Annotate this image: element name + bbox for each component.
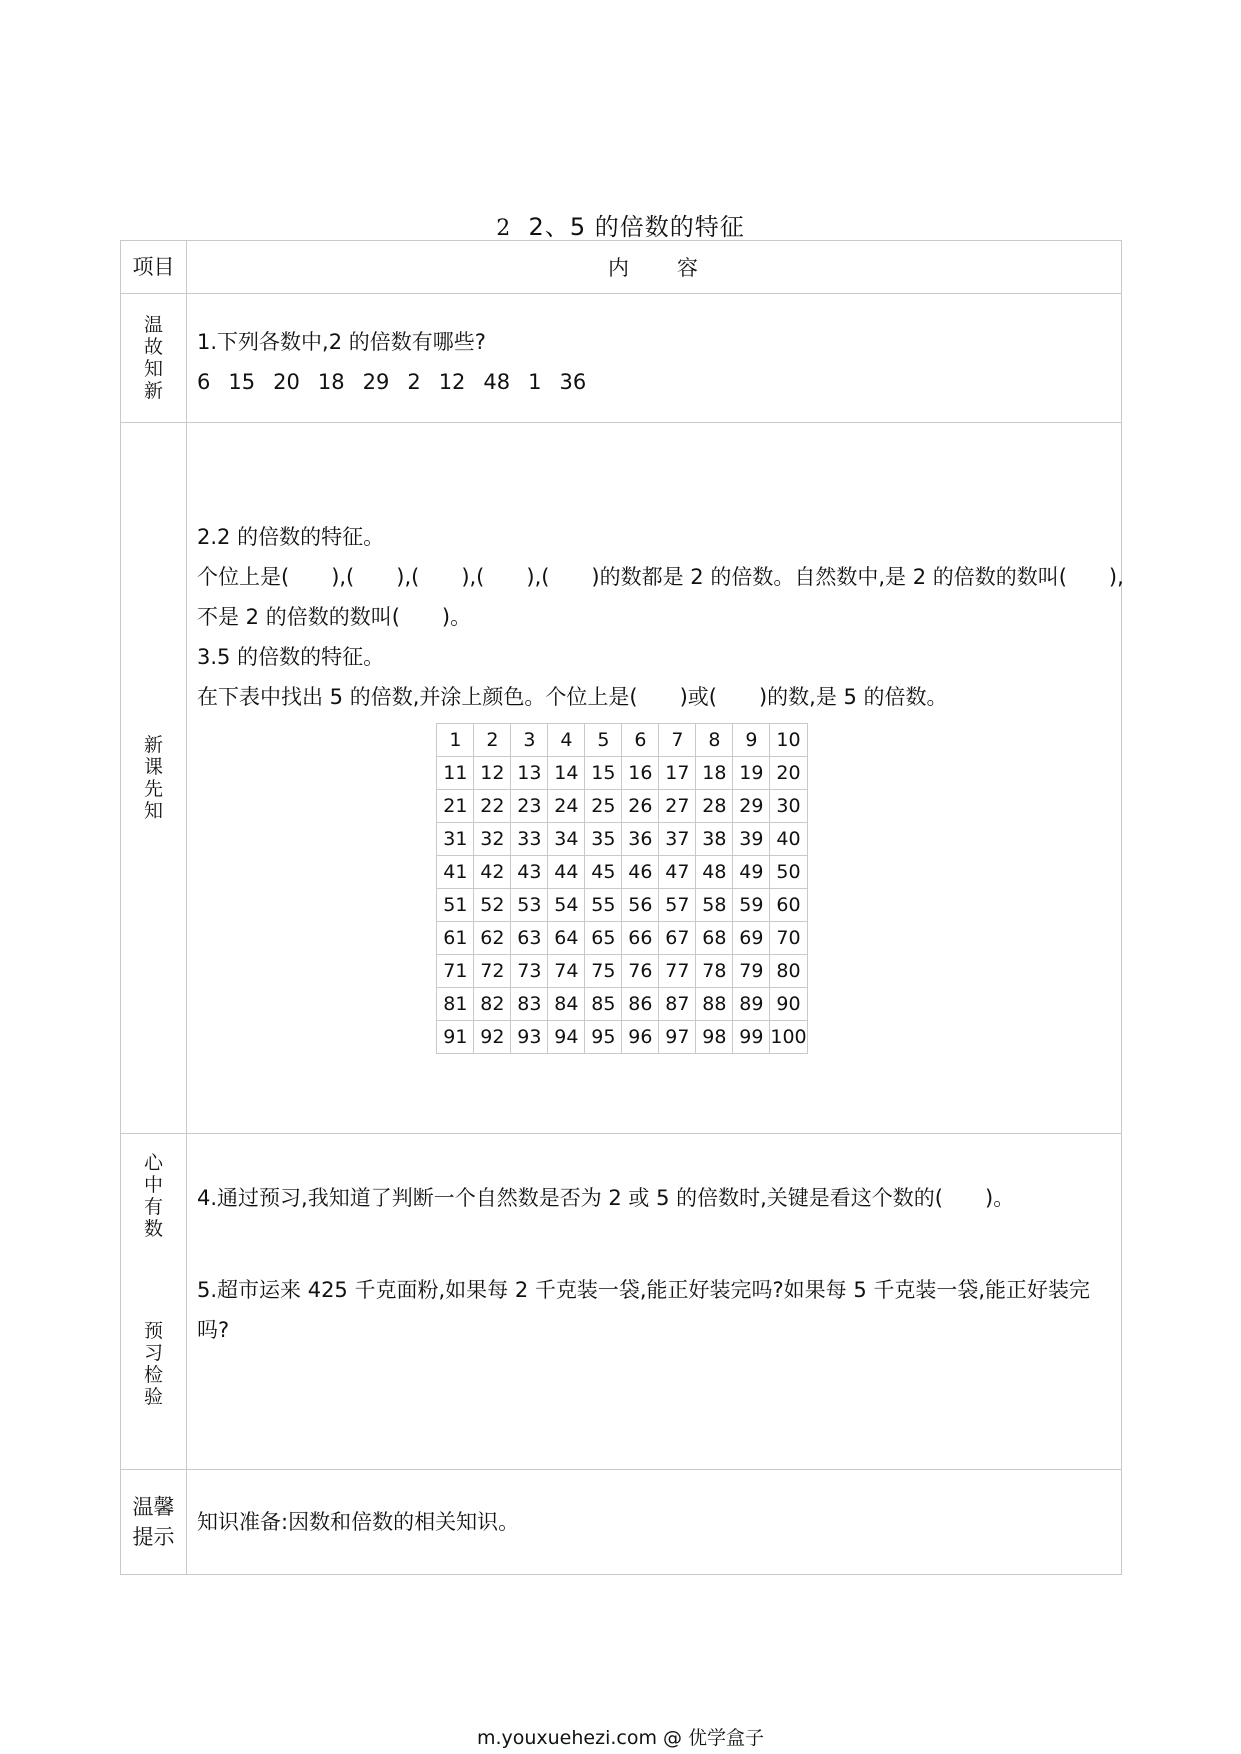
q3-line: 在下表中找出 5 的倍数,并涂上颜色。个位上是( )或( )的数,是 5 的倍数。	[197, 685, 948, 709]
grid-cell[interactable]: 51	[437, 889, 474, 922]
tips-text: 知识准备:因数和倍数的相关知识。	[197, 1510, 520, 1534]
grid-cell[interactable]: 21	[437, 790, 474, 823]
grid-row	[437, 922, 807, 955]
grid-cell[interactable]: 41	[437, 856, 474, 889]
grid-cell[interactable]: 68	[696, 922, 733, 955]
grid-cell[interactable]: 33	[511, 823, 548, 856]
grid-cell[interactable]: 82	[474, 988, 511, 1021]
grid-cell[interactable]: 93	[511, 1021, 548, 1054]
mind-check-content	[187, 1134, 1122, 1470]
grid-row	[437, 856, 807, 889]
review-number: 18	[317, 370, 345, 394]
grid-cell[interactable]: 3	[511, 724, 548, 757]
header-row	[121, 241, 1122, 294]
grid-cell[interactable]: 66	[622, 922, 659, 955]
new-lesson-label: 新课先知	[143, 734, 163, 822]
mind-check-label-cell	[121, 1134, 187, 1470]
grid-cell[interactable]: 24	[548, 790, 585, 823]
grid-cell[interactable]: 46	[622, 856, 659, 889]
grid-cell[interactable]: 13	[511, 757, 548, 790]
grid-cell[interactable]: 79	[733, 955, 770, 988]
grid-cell[interactable]: 15	[585, 757, 622, 790]
grid-cell[interactable]: 18	[696, 757, 733, 790]
grid-cell[interactable]: 85	[585, 988, 622, 1021]
grid-cell[interactable]: 38	[696, 823, 733, 856]
grid-cell[interactable]: 1	[437, 724, 474, 757]
q2-line1: 个位上是( ),( ),( ),( ),( )的数都是 2 的倍数。自然数中,是 2 的倍数的数叫( ),	[197, 565, 1124, 589]
mind-question: 4.通过预习,我知道了判断一个自然数是否为 2 或 5 的倍数时,关键是看这个数的( )。	[197, 1186, 1015, 1210]
grid-cell[interactable]: 29	[733, 790, 770, 823]
grid-row	[437, 988, 807, 1021]
mind-label: 心中有数	[143, 1152, 163, 1240]
grid-cell[interactable]: 63	[511, 922, 548, 955]
grid-cell[interactable]: 25	[585, 790, 622, 823]
q2-line2: 不是 2 的倍数的数叫( )。	[197, 605, 472, 629]
grid-cell[interactable]: 37	[659, 823, 696, 856]
grid-cell[interactable]: 44	[548, 856, 585, 889]
grid-cell[interactable]: 59	[733, 889, 770, 922]
review-number: 12	[438, 370, 466, 394]
grid-cell[interactable]: 56	[622, 889, 659, 922]
grid-cell[interactable]: 80	[770, 955, 807, 988]
grid-cell[interactable]: 5	[585, 724, 622, 757]
new-lesson-content	[187, 423, 1122, 1134]
review-number: 48	[483, 370, 511, 394]
grid-cell[interactable]: 19	[733, 757, 770, 790]
grid-cell[interactable]: 78	[696, 955, 733, 988]
review-number: 29	[362, 370, 390, 394]
grid-cell[interactable]: 57	[659, 889, 696, 922]
grid-row	[437, 724, 807, 757]
grid-cell[interactable]: 7	[659, 724, 696, 757]
header-col-item: 项目	[121, 241, 187, 294]
review-number: 6	[197, 370, 211, 394]
grid-row	[437, 955, 807, 988]
grid-cell[interactable]: 67	[659, 922, 696, 955]
grid-cell[interactable]: 43	[511, 856, 548, 889]
review-question: 1.下列各数中,2 的倍数有哪些?	[197, 330, 486, 354]
grid-row	[437, 1021, 807, 1054]
grid-cell[interactable]: 100	[770, 1021, 807, 1054]
grid-cell[interactable]: 64	[548, 922, 585, 955]
grid-cell[interactable]: 17	[659, 757, 696, 790]
grid-row	[437, 790, 807, 823]
grid-cell[interactable]: 4	[548, 724, 585, 757]
grid-cell[interactable]: 52	[474, 889, 511, 922]
title-number: 2	[496, 216, 512, 241]
check-label: 预习检验	[143, 1320, 163, 1408]
grid-cell[interactable]: 86	[622, 988, 659, 1021]
grid-cell[interactable]: 2	[474, 724, 511, 757]
grid-cell[interactable]: 95	[585, 1021, 622, 1054]
grid-cell[interactable]: 26	[622, 790, 659, 823]
grid-cell[interactable]: 54	[548, 889, 585, 922]
grid-cell[interactable]: 9	[733, 724, 770, 757]
grid-cell[interactable]: 90	[770, 988, 807, 1021]
new-lesson-row	[121, 423, 1122, 1134]
grid-cell[interactable]: 72	[474, 955, 511, 988]
grid-cell[interactable]: 45	[585, 856, 622, 889]
grid-cell[interactable]: 69	[733, 922, 770, 955]
hundred-grid	[436, 723, 807, 1054]
grid-cell[interactable]: 87	[659, 988, 696, 1021]
review-number: 1	[528, 370, 542, 394]
title-text: 2、5 的倍数的特征	[528, 213, 745, 241]
grid-cell[interactable]: 50	[770, 856, 807, 889]
header-col-content: 内 容	[187, 241, 1122, 294]
grid-cell[interactable]: 71	[437, 955, 474, 988]
grid-cell[interactable]: 61	[437, 922, 474, 955]
grid-cell[interactable]: 53	[511, 889, 548, 922]
grid-cell[interactable]: 77	[659, 955, 696, 988]
grid-cell[interactable]: 99	[733, 1021, 770, 1054]
grid-cell[interactable]: 31	[437, 823, 474, 856]
tips-content	[187, 1470, 1122, 1575]
tips-label: 温馨提示	[132, 1495, 175, 1549]
review-number: 2	[407, 370, 421, 394]
grid-cell[interactable]: 34	[548, 823, 585, 856]
footer-watermark: m.youxuehezi.com @ 优学盒子	[476, 1727, 765, 1749]
review-number: 36	[559, 370, 587, 394]
grid-cell[interactable]: 60	[770, 889, 807, 922]
tips-label-cell	[121, 1470, 187, 1575]
grid-cell[interactable]: 84	[548, 988, 585, 1021]
grid-cell[interactable]: 92	[474, 1021, 511, 1054]
grid-cell[interactable]: 30	[770, 790, 807, 823]
check-question-line2: 吗?	[197, 1318, 230, 1342]
grid-cell[interactable]: 89	[733, 988, 770, 1021]
grid-cell[interactable]: 94	[548, 1021, 585, 1054]
grid-cell[interactable]: 11	[437, 757, 474, 790]
new-lesson-label-cell	[121, 423, 187, 1134]
grid-cell[interactable]: 12	[474, 757, 511, 790]
grid-cell[interactable]: 96	[622, 1021, 659, 1054]
grid-cell[interactable]: 98	[696, 1021, 733, 1054]
page-title	[0, 207, 1241, 242]
grid-cell[interactable]: 35	[585, 823, 622, 856]
grid-cell[interactable]: 58	[696, 889, 733, 922]
grid-cell[interactable]: 70	[770, 922, 807, 955]
grid-cell[interactable]: 49	[733, 856, 770, 889]
grid-cell[interactable]: 6	[622, 724, 659, 757]
grid-row	[437, 823, 807, 856]
grid-cell[interactable]: 91	[437, 1021, 474, 1054]
grid-cell[interactable]: 47	[659, 856, 696, 889]
worksheet-table	[120, 240, 1122, 1575]
grid-row	[437, 757, 807, 790]
grid-cell[interactable]: 55	[585, 889, 622, 922]
grid-cell[interactable]: 23	[511, 790, 548, 823]
grid-cell[interactable]: 65	[585, 922, 622, 955]
review-number: 15	[228, 370, 256, 394]
grid-row	[437, 889, 807, 922]
grid-cell[interactable]: 88	[696, 988, 733, 1021]
mind-check-row	[121, 1134, 1122, 1470]
grid-cell[interactable]: 32	[474, 823, 511, 856]
review-label: 温故知新	[143, 314, 163, 402]
review-label-cell	[121, 294, 187, 423]
tips-row	[121, 1470, 1122, 1575]
grid-cell[interactable]: 73	[511, 955, 548, 988]
grid-cell[interactable]: 14	[548, 757, 585, 790]
review-number: 20	[273, 370, 300, 394]
grid-cell[interactable]: 75	[585, 955, 622, 988]
grid-cell[interactable]: 10	[770, 724, 807, 757]
grid-cell[interactable]: 28	[696, 790, 733, 823]
grid-cell[interactable]: 62	[474, 922, 511, 955]
check-question-line1: 5.超市运来 425 千克面粉,如果每 2 千克装一袋,能正好装完吗?如果每 5 千克装一袋,能正好装完	[197, 1278, 1091, 1302]
grid-cell[interactable]: 40	[770, 823, 807, 856]
grid-cell[interactable]: 97	[659, 1021, 696, 1054]
grid-cell[interactable]: 42	[474, 856, 511, 889]
grid-cell[interactable]: 39	[733, 823, 770, 856]
grid-cell[interactable]: 20	[770, 757, 807, 790]
q2-title: 2.2 的倍数的特征。	[197, 525, 385, 549]
grid-cell[interactable]: 48	[696, 856, 733, 889]
grid-cell[interactable]: 76	[622, 955, 659, 988]
grid-cell[interactable]: 83	[511, 988, 548, 1021]
review-numbers	[187, 362, 1121, 402]
review-row	[121, 294, 1122, 423]
grid-cell[interactable]: 81	[437, 988, 474, 1021]
grid-cell[interactable]: 74	[548, 955, 585, 988]
grid-cell[interactable]: 16	[622, 757, 659, 790]
review-content	[187, 294, 1122, 423]
grid-cell[interactable]: 36	[622, 823, 659, 856]
grid-cell[interactable]: 22	[474, 790, 511, 823]
grid-cell[interactable]: 27	[659, 790, 696, 823]
q3-title: 3.5 的倍数的特征。	[197, 645, 385, 669]
grid-cell[interactable]: 8	[696, 724, 733, 757]
